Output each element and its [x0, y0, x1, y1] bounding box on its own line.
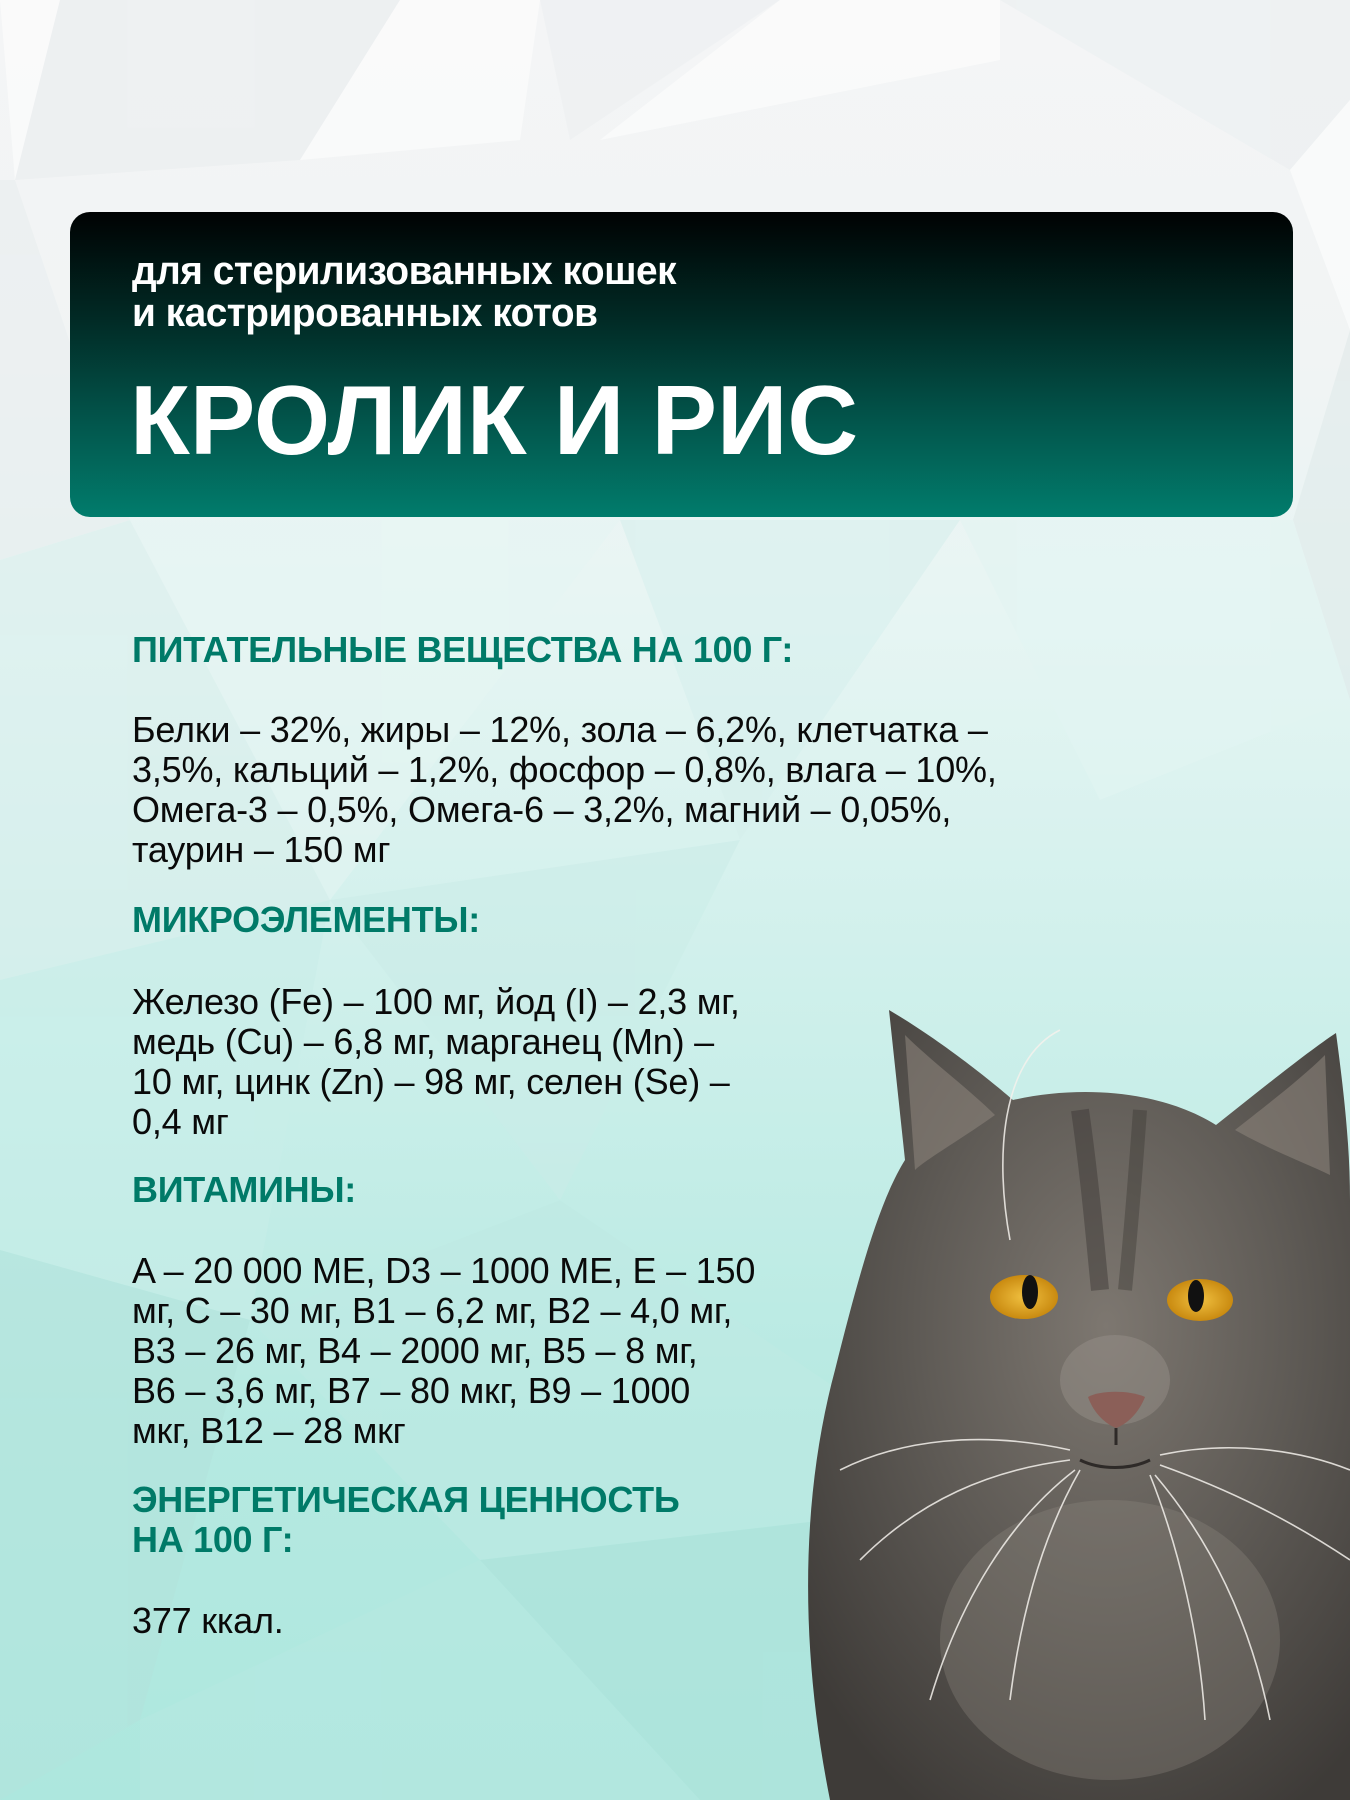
body-line: Омега-3 – 0,5%, Омега-6 – 3,2%, магний – 0,05%, [132, 789, 952, 830]
heading-line: ЭНЕРГЕТИЧЕСКАЯ ЦЕННОСТЬ [132, 1479, 680, 1520]
body-line: мг, С – 30 мг, B1 – 6,2 мг, B2 – 4,0 мг, [132, 1290, 733, 1331]
body-line: 0,4 мг [132, 1101, 229, 1142]
body-line: 377 ккал. [132, 1600, 284, 1641]
body-line: медь (Cu) – 6,8 мг, марганец (Mn) – [132, 1021, 714, 1062]
section-body-microelements [132, 982, 740, 1142]
section-body-energy [132, 1601, 284, 1641]
heading-line: НА 100 Г: [132, 1519, 294, 1560]
body-line: B3 – 26 мг, B4 – 2000 мг, B5 – 8 мг, [132, 1330, 698, 1371]
section-body-nutrients [132, 710, 997, 870]
body-line: 10 мг, цинк (Zn) – 98 мг, селен (Se) – [132, 1061, 730, 1102]
section-heading-vitamins: ВИТАМИНЫ: [132, 1169, 356, 1210]
body-line: A – 20 000 МЕ, D3 – 1000 МЕ, Е – 150 [132, 1250, 756, 1291]
body-line: Белки – 32%, жиры – 12%, зола – 6,2%, клетчатка – [132, 709, 988, 750]
body-line: мкг, B12 – 28 мкг [132, 1410, 406, 1451]
product-title: КРОЛИК И РИС [130, 365, 859, 475]
section-heading-microelements: МИКРОЭЛЕМЕНТЫ: [132, 899, 480, 940]
section-heading-energy [132, 1480, 679, 1560]
body-line: B6 – 3,6 мг, B7 – 80 мкг, B9 – 1000 [132, 1370, 691, 1411]
subtitle-line: и кастрированных котов [132, 291, 598, 335]
section-body-vitamins [132, 1251, 755, 1451]
subtitle-line: для стерилизованных кошек [132, 249, 677, 293]
body-line: 3,5%, кальций – 1,2%, фосфор – 0,8%, влага – 10%, [132, 749, 997, 790]
section-heading-nutrients: ПИТАТЕЛЬНЫЕ ВЕЩЕСТВА НА 100 Г: [132, 629, 794, 670]
body-line: таурин – 150 мг [132, 829, 391, 870]
body-line: Железо (Fe) – 100 мг, йод (I) – 2,3 мг, [132, 981, 740, 1022]
